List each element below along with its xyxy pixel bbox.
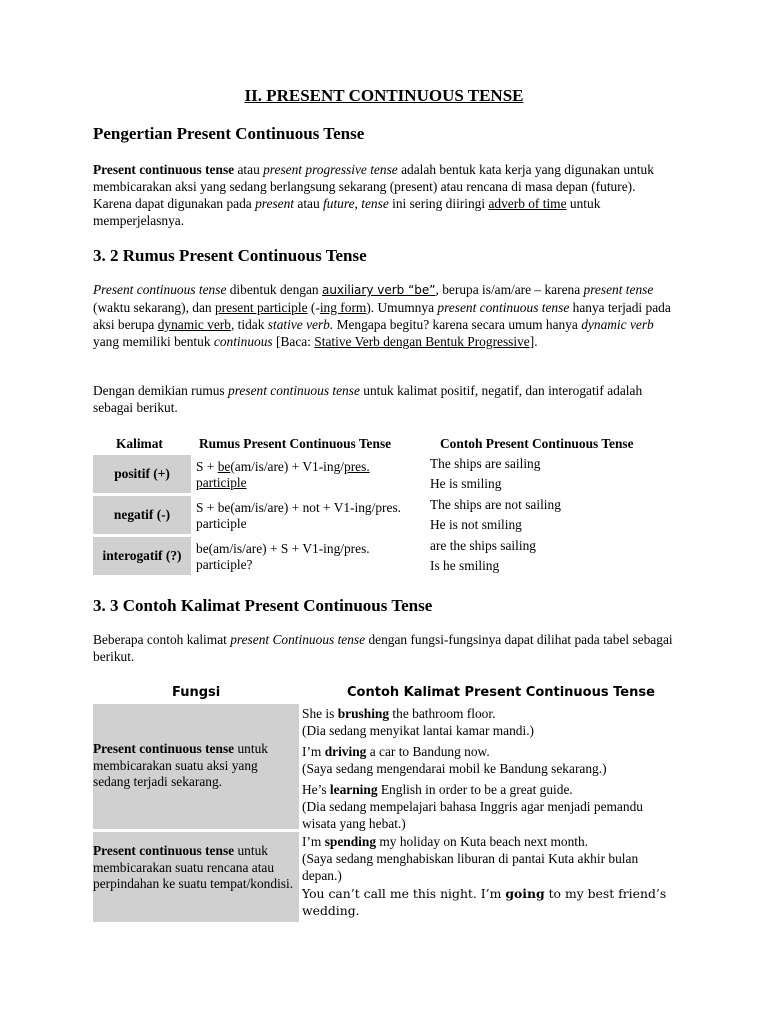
link-present-participle[interactable]: present participle xyxy=(214,300,308,315)
verb-bold: going xyxy=(505,886,545,901)
text: You can’t call me this night. I’m xyxy=(302,886,506,901)
text: yang memiliki bentuk xyxy=(93,334,214,349)
table1-example-negatif xyxy=(430,495,561,535)
text: dibentuk dengan xyxy=(226,282,322,297)
term-italic: present xyxy=(255,196,295,211)
link-stative-verb-article[interactable]: Stative Verb dengan Bentuk Progressive xyxy=(314,334,530,349)
link-dynamic-verb[interactable]: dynamic verb xyxy=(157,317,231,332)
text: hanya terjadi pada aksi berupa xyxy=(93,300,671,332)
term-italic: dynamic verb xyxy=(581,317,654,332)
translation: (Saya sedang menghabiskan liburan di pantai Kuta akhir bulan depan.) xyxy=(302,851,639,883)
text: , berupa is/am/are – karena xyxy=(435,282,584,297)
table1-header-kalimat: Kalimat xyxy=(116,436,163,451)
example-line: The ships are sailing xyxy=(430,456,541,471)
table1-label-interogatif: interogatif (?) xyxy=(93,537,191,575)
term-italic: present tense xyxy=(583,282,654,297)
table2-examples-group2 xyxy=(302,833,672,919)
table1-formula-interogatif: be(am/is/are) + S + V1-ing/pres. participle? xyxy=(196,541,370,572)
verb-bold: learning xyxy=(329,782,378,797)
text: (waktu sekarang), dan xyxy=(93,300,215,315)
text: ini sering diiringi xyxy=(388,196,489,211)
table1-header-contoh: Contoh Present Continuous Tense xyxy=(440,436,634,451)
text: Mengapa begitu? karena secara umum hanya xyxy=(333,317,582,332)
text: I’m xyxy=(302,834,325,849)
text: English in order to be a great guide. xyxy=(377,782,573,797)
translation: (Dia sedang menyikat lantai kamar mandi.) xyxy=(302,723,535,738)
link-ing-form[interactable]: ing form xyxy=(319,300,367,315)
text: [Baca: xyxy=(272,334,315,349)
verb-bold: brushing xyxy=(337,706,390,721)
table2-label-group1 xyxy=(93,704,299,829)
text: Beberapa contoh kalimat xyxy=(93,632,231,647)
text: He’s xyxy=(302,782,330,797)
table2-header-fungsi: Fungsi xyxy=(172,685,221,700)
text: untuk membicarakan suatu rencana atau perpindahan ke suatu tempat/kondisi. xyxy=(93,843,294,891)
table1-label-negatif: negatif (-) xyxy=(93,496,191,534)
text: adalah bentuk kata kerja yang digunakan untuk membicarakan aksi yang sedang berlangsung sekarang (present) atau rencana di masa depan (future). Karena dapat digunakan pada xyxy=(93,162,654,211)
example-line: Is he smiling xyxy=(430,558,500,573)
term-italic: tense xyxy=(361,196,389,211)
text: ]. xyxy=(529,334,538,349)
formula-intro-paragraph xyxy=(93,382,673,416)
table1-formula-negatif: S + be(am/is/are) + not + V1-ing/pres. participle xyxy=(196,500,402,531)
section-heading-formula: 3. 2 Rumus Present Continuous Tense xyxy=(93,246,367,265)
example-line: are the ships sailing xyxy=(430,538,536,553)
link-be[interactable]: be xyxy=(217,459,231,474)
text: atau xyxy=(294,196,324,211)
term-italic: future xyxy=(323,196,355,211)
table2-label-group2 xyxy=(93,832,299,922)
formula-paragraph xyxy=(93,281,673,350)
term-bold: Present continuous tense xyxy=(93,741,235,756)
term-italic: present continuous tense xyxy=(228,383,360,398)
term-bold: Present continuous tense xyxy=(93,843,235,858)
text: a car to Bandung now. xyxy=(366,744,490,759)
text: dengan fungsi-fungsinya dapat dilihat pada tabel sebagai berikut. xyxy=(93,632,673,664)
section-heading-definition: Pengertian Present Continuous Tense xyxy=(93,124,365,143)
text: (am/is/are) + V1-ing/ xyxy=(230,459,345,474)
verb-bold: driving xyxy=(324,744,367,759)
text: , xyxy=(354,196,362,211)
translation: (Dia sedang mempelajari bahasa Inggris agar menjadi pemandu wisata yang hebat.) xyxy=(302,799,643,831)
text: Dengan demikian rumus xyxy=(93,383,228,398)
verb-bold: spending xyxy=(324,834,377,849)
text: ). Umumnya xyxy=(366,300,438,315)
text: S + xyxy=(196,459,218,474)
example-line: He is smiling xyxy=(430,476,502,491)
document-title: II. PRESENT CONTINUOUS TENSE xyxy=(244,86,524,105)
text: my holiday on Kuta beach next month. xyxy=(376,834,589,849)
table1-example-positif xyxy=(430,454,540,494)
table1-header-rumus: Rumus Present Continuous Tense xyxy=(199,436,392,451)
text: I’m xyxy=(302,744,325,759)
text: , tidak xyxy=(230,317,268,332)
text: (- xyxy=(307,300,320,315)
link-pres-participle[interactable]: pres. participle xyxy=(196,459,370,490)
term-italic: continuous xyxy=(213,334,273,349)
translation: (Saya sedang mengendarai mobil ke Bandung sekarang.) xyxy=(302,761,607,776)
term-italic: present continuous tense xyxy=(437,300,570,315)
table1-example-interogatif xyxy=(430,536,536,576)
table1-formula-positif xyxy=(196,459,421,491)
section-heading-examples: 3. 3 Contoh Kalimat Present Continuous Tense xyxy=(93,596,433,615)
term-italic: Present continuous tense xyxy=(93,282,227,297)
term-bold: Present continuous tense xyxy=(93,162,235,177)
examples-intro-paragraph xyxy=(93,631,673,665)
definition-paragraph xyxy=(93,161,673,229)
table1-label-positif: positif (+) xyxy=(93,455,191,493)
link-auxiliary-verb[interactable]: auxiliary verb “be” xyxy=(321,283,436,297)
text: untuk kalimat positif, negatif, dan interogatif adalah sebagai berikut. xyxy=(93,383,643,415)
text: atau xyxy=(234,162,264,177)
text: to my best friend’s wedding. xyxy=(302,886,667,918)
example-line: He is not smiling xyxy=(430,517,522,532)
table2-examples-group1 xyxy=(302,705,672,832)
term-italic: stative verb. xyxy=(267,317,334,332)
link-adverb-of-time[interactable]: adverb of time xyxy=(488,196,567,211)
term-italic: present Continuous tense xyxy=(230,632,366,647)
text: untuk membicarakan suatu aksi yang sedang terjadi sekarang. xyxy=(93,741,268,789)
example-line: The ships are not sailing xyxy=(430,497,561,512)
term-italic: present progressive tense xyxy=(263,162,398,177)
text: untuk memperjelasnya. xyxy=(93,196,601,228)
text: She is xyxy=(302,706,338,721)
table2-header-contoh: Contoh Kalimat Present Continuous Tense xyxy=(347,685,655,700)
text: the bathroom floor. xyxy=(389,706,496,721)
